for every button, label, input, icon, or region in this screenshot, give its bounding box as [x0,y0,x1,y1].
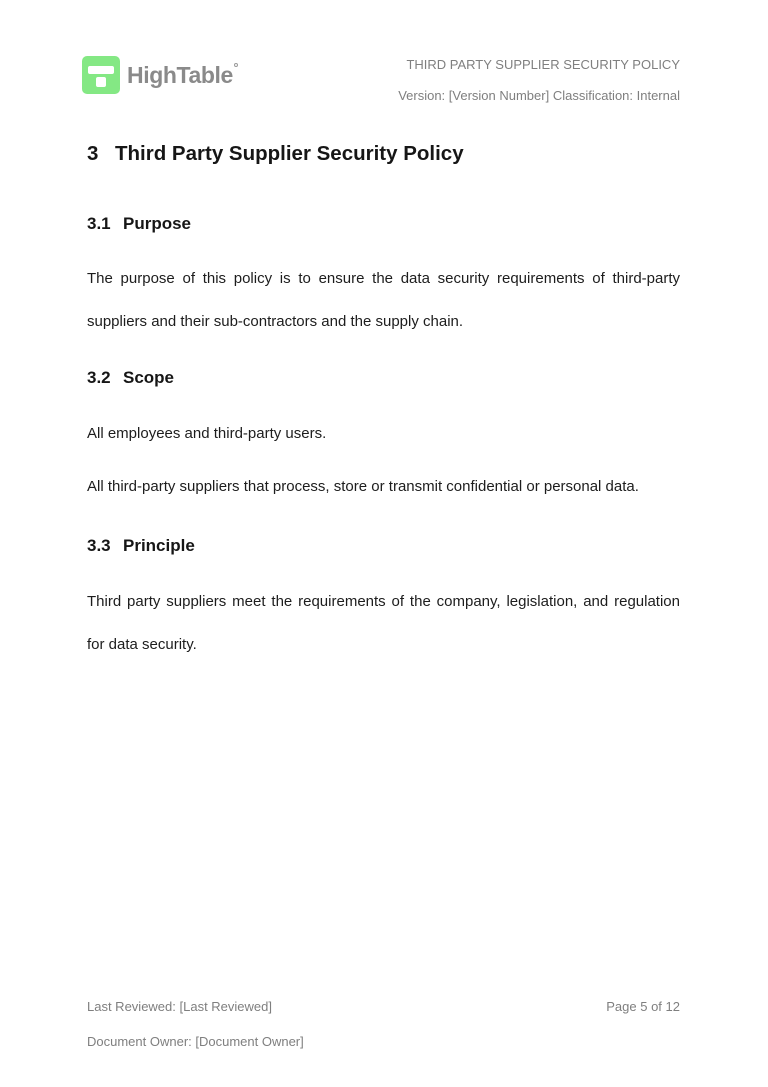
paragraph-scope-2: All third-party suppliers that process, store or transmit confidential or personal data. [87,478,639,495]
heading-text: Scope [123,368,175,387]
hightable-logo-icon [82,56,120,94]
header-meta [398,49,680,111]
document-title-header: THIRD PARTY SUPPLIER SECURITY POLICY [406,57,680,72]
paragraph-purpose: The purpose of this policy is to ensure the data security requirements of third-party suppliers and their sub-contractors and the supply chain. [87,270,680,330]
version-classification-line: Version: [Version Number] Classification: Internal [398,88,680,103]
brand-logo [82,56,238,94]
brand-name-text: HighTable [127,62,233,88]
section-heading-3 [87,142,680,166]
page-footer [87,989,680,1059]
heading-number: 3 [87,142,99,165]
footer-row-1 [87,989,680,1024]
document-body [0,142,768,666]
logo-table-leg [96,77,106,87]
page-number: Page 5 of 12 [606,999,680,1014]
section-heading-3-2 [87,368,680,388]
heading-text: Third Party Supplier Security Policy [115,142,464,165]
heading-text: Purpose [123,214,192,233]
heading-number: 3.2 [87,368,111,387]
heading-text: Principle [123,536,195,555]
footer-row-2 [87,1024,680,1059]
paragraph-principle: Third party suppliers meet the requirements of the company, legislation, and regulation for data security. [87,593,680,653]
heading-number: 3.1 [87,214,111,233]
document-owner-label: Document Owner: [Document Owner] [87,1034,304,1049]
logo-table-top [88,66,114,74]
heading-number: 3.3 [87,536,111,555]
registered-trademark-icon [234,63,238,67]
section-heading-3-1 [87,214,680,234]
paragraph-scope-1: All employees and third-party users. [87,425,327,442]
last-reviewed-label: Last Reviewed: [Last Reviewed] [87,999,272,1014]
page-header [0,0,768,111]
section-heading-3-3 [87,536,680,556]
brand-name [127,56,238,94]
